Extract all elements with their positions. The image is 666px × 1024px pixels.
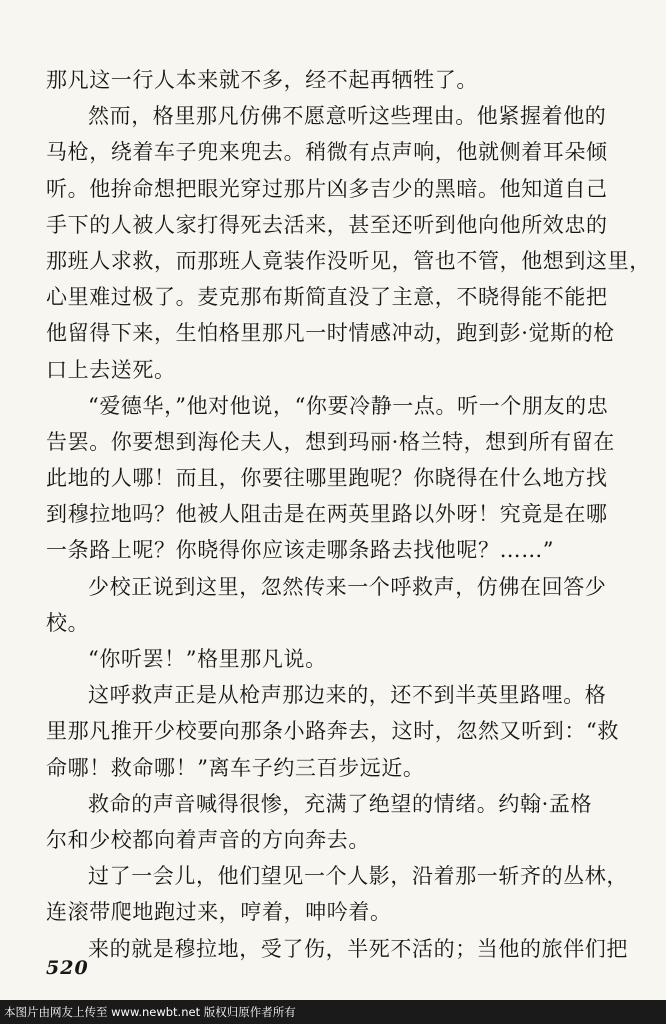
text-line: 心里难过极了。麦克那布斯简直没了主意，不晓得能不能把 xyxy=(46,285,608,310)
text-line: 连滚带爬地跑过来，哼着，呻吟着。 xyxy=(46,900,392,925)
text-line: 来的就是穆拉地，受了伤，半死不活的；当他的旅伴们把 xyxy=(88,936,628,961)
text-line: 口上去送死。 xyxy=(46,357,176,382)
text-line: 校。 xyxy=(46,610,90,635)
text-line: 然而，格里那凡仿佛不愿意听这些理由。他紧握着他的 xyxy=(88,104,607,129)
text-line: 那班人求救，而那班人竟装作没听见，管也不管，他想到这里， xyxy=(46,248,651,273)
text-line: 少校正说到这里，忽然传来一个呼救声，仿佛在回答少 xyxy=(88,574,607,599)
text-line: 一条路上呢？你晓得你应该走哪条路去找他呢？……” xyxy=(46,538,555,563)
text-line: “你听罢！”格里那凡说。 xyxy=(88,647,327,671)
text-line: 那凡这一行人本来就不多，经不起再牺牲了。 xyxy=(46,68,478,92)
text-line: 告罢。你要想到海伦夫人，想到玛丽·格兰特，想到所有留在 xyxy=(46,429,615,454)
text-line: 手下的人被人家打得死去活来，甚至还听到他向他所效忠的 xyxy=(46,212,608,237)
text-line: 过了一会儿，他们望见一个人影，沿着那一斩齐的丛林， xyxy=(88,864,628,889)
text-line: 马枪，绕着车子兜来兜去。稍微有点声响，他就侧着耳朵倾 xyxy=(46,140,608,165)
text-line: 这呼救声正是从枪声那边来的，还不到半英里路哩。格 xyxy=(88,683,607,708)
page-number: 520 xyxy=(46,957,89,979)
text-line: 命哪！救命哪！”离车子约三百步远近。 xyxy=(46,755,425,780)
text-line: 救命的声音喊得很惨，充满了绝望的情绪。约翰·孟格 xyxy=(88,791,593,816)
text-line: 到穆拉地吗？他被人阻击是在两英里路以外呀！究竟是在哪 xyxy=(46,502,608,527)
text-line: 此地的人哪！而且，你要往哪里跑呢？你晓得在什么地方找 xyxy=(46,466,608,491)
copyright-footer: 本图片由网友上传至 www.newbt.net 版权归原作者所有 xyxy=(0,1000,666,1024)
text-line: “爱德华，”他对他说，“你要冷静一点。听一个朋友的忠 xyxy=(88,393,609,418)
text-line: 他留得下来，生怕格里那凡一时情感冲动，跑到彭·觉斯的枪 xyxy=(46,321,615,346)
body-text xyxy=(46,62,651,967)
text-line: 里那凡推开少校要向那条小路奔去，这时，忽然又听到：“救 xyxy=(46,719,619,744)
text-line: 尔和少校都向着声音的方向奔去。 xyxy=(46,827,370,852)
text-line: 听。他拚命想把眼光穿过那片凶多吉少的黑暗。他知道自己 xyxy=(46,176,608,201)
